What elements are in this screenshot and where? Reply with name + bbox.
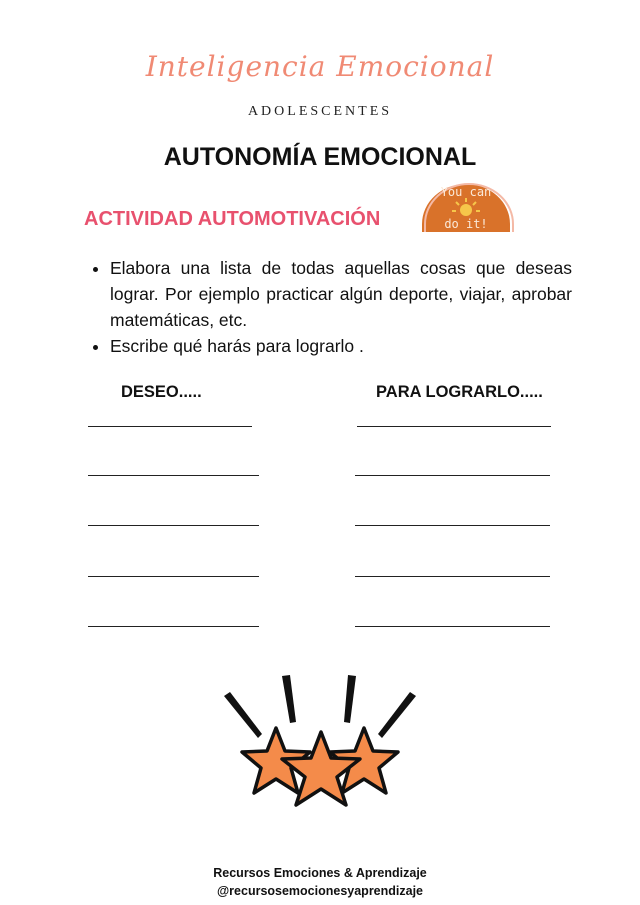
burst-line <box>282 675 296 723</box>
star-center <box>282 732 360 805</box>
instructions-list <box>86 255 572 359</box>
page-title: AUTONOMÍA EMOCIONAL <box>163 143 477 171</box>
three-stars-icon <box>200 670 440 830</box>
burst-line <box>344 675 356 723</box>
you-can-do-it-badge <box>418 180 514 234</box>
subtitle: ADOLESCENTES <box>247 104 393 119</box>
activity-title: ACTIVIDAD AUTOMOTIVACIÓN <box>84 208 381 230</box>
para-lograrlo-line[interactable] <box>355 525 550 526</box>
burst-line <box>378 692 416 738</box>
para-lograrlo-line[interactable] <box>355 576 550 577</box>
para-lograrlo-header: PARA LOGRARLO..... <box>376 383 543 401</box>
script-title: Inteligencia Emocional <box>145 50 495 83</box>
footer-line1: Recursos Emociones & Aprendizaje <box>213 866 427 880</box>
para-lograrlo-line[interactable] <box>357 426 551 427</box>
deseo-line[interactable] <box>88 525 259 526</box>
instruction-item: • Elabora una lista de todas aquellas cosas que deseas lograr. Por ejemplo practicar algún deporte, viajar, aprobar matemáticas, etc. <box>110 255 572 333</box>
deseo-line[interactable] <box>88 576 259 577</box>
deseo-line[interactable] <box>88 426 252 427</box>
para-lograrlo-line[interactable] <box>355 626 550 627</box>
instruction-item: • Escribe qué harás para lograrlo . <box>110 333 572 359</box>
para-lograrlo-line[interactable] <box>355 475 550 476</box>
badge-text-line2: do it! <box>444 217 488 231</box>
deseo-line[interactable] <box>88 475 259 476</box>
deseo-line[interactable] <box>88 626 259 627</box>
badge-text-line1: You can <box>440 185 492 199</box>
footer-line2[interactable]: @recursosemocionesyaprendizaje <box>216 884 424 898</box>
deseo-header: DESEO..... <box>121 383 202 401</box>
burst-line <box>224 692 262 738</box>
